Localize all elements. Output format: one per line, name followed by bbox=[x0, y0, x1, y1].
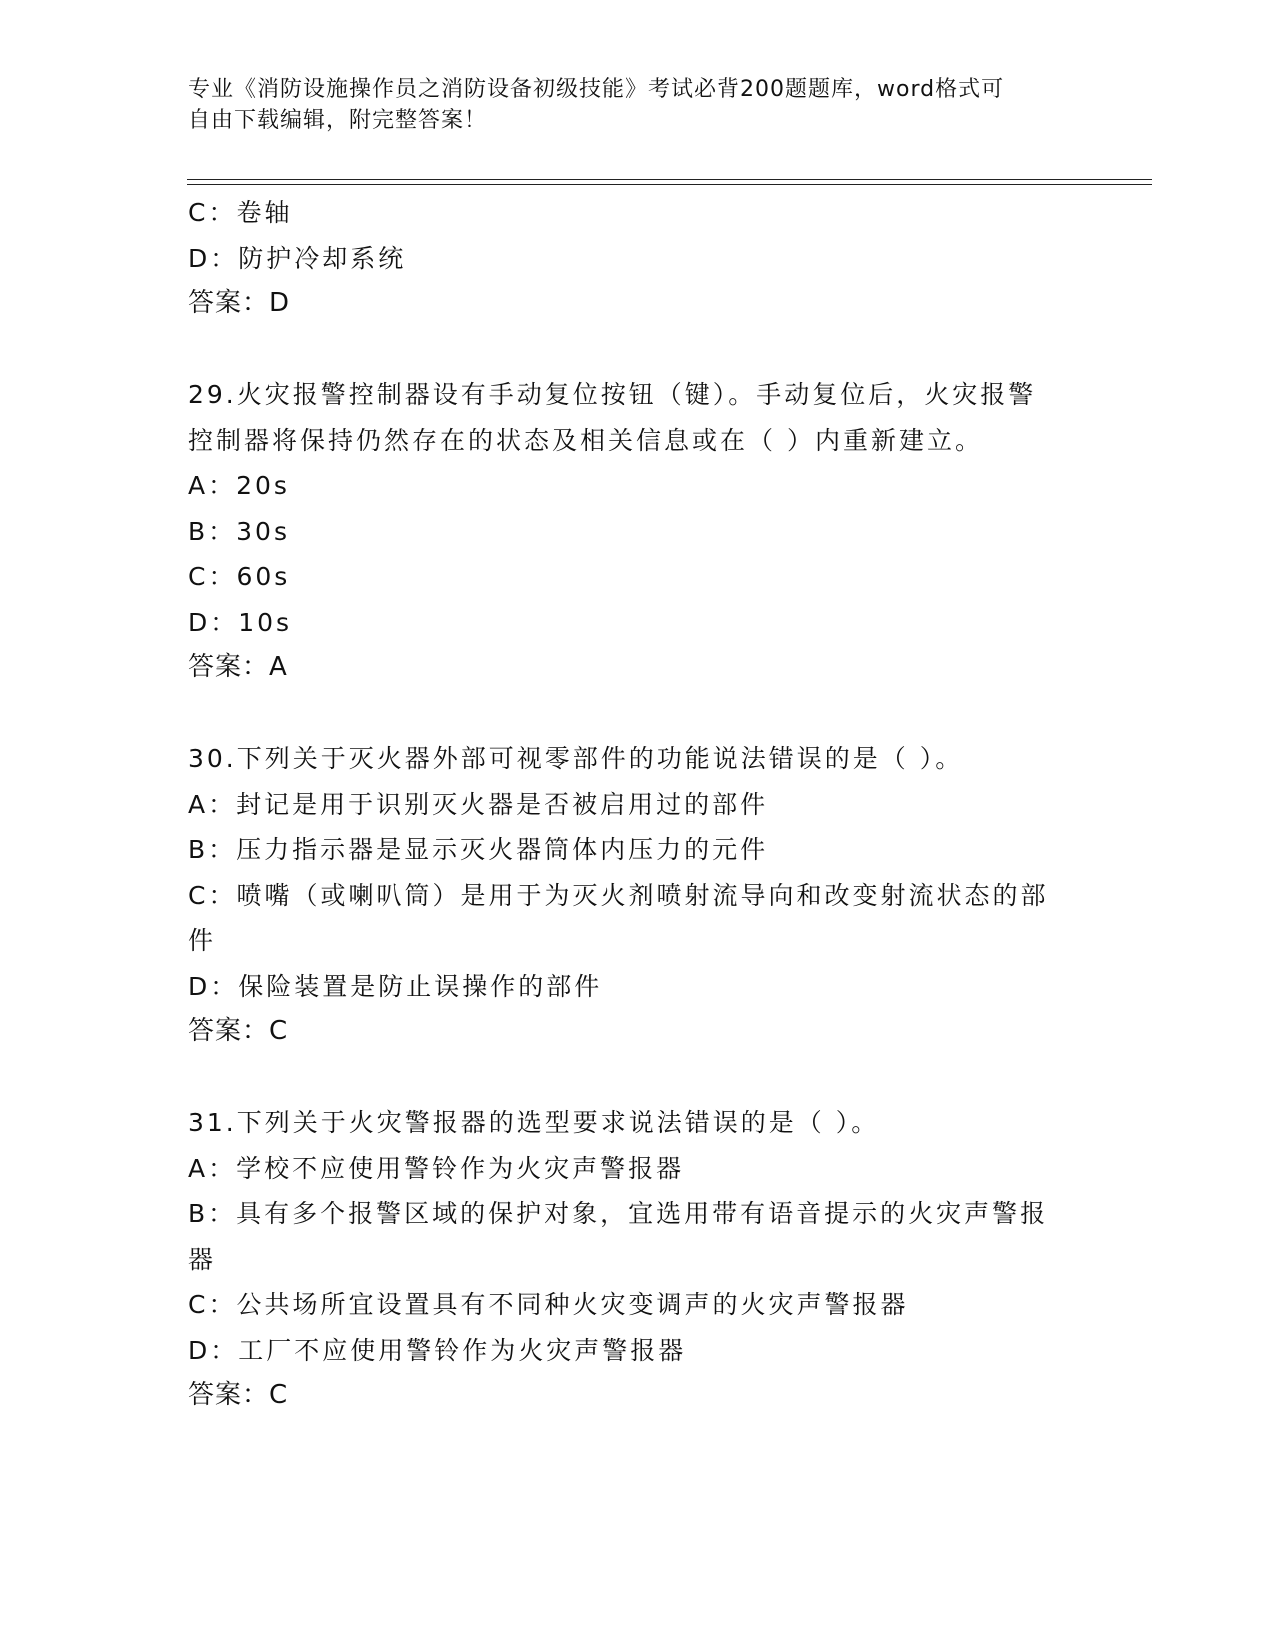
answer-line: 答案：D bbox=[188, 288, 291, 318]
option-b: B：30s bbox=[188, 516, 290, 546]
spacer bbox=[188, 1055, 1088, 1101]
option-d: D：工厂不应使用警铃作为火灾声警报器 bbox=[188, 1335, 687, 1365]
question-29 bbox=[188, 372, 1088, 691]
option-b-line-2: 器 bbox=[188, 1244, 217, 1274]
answer-line: 答案：C bbox=[188, 1380, 289, 1410]
option-b-line-1: B：具有多个报警区域的保护对象，宜选用带有语音提示的火灾声警报 bbox=[188, 1199, 1049, 1228]
answer-line: 答案：A bbox=[188, 652, 288, 682]
header-divider-bottom bbox=[187, 184, 1152, 185]
question-28-tail bbox=[188, 190, 1088, 327]
option-c: C：公共场所宜设置具有不同种火灾变调声的火灾声警报器 bbox=[188, 1290, 909, 1319]
question-stem-line-1: 29.火灾报警控制器设有手动复位按钮（键）。手动复位后，火灾报警 bbox=[188, 380, 1037, 409]
spacer bbox=[188, 691, 1088, 737]
question-stem: 31.下列关于火灾警报器的选型要求说法错误的是（ ）。 bbox=[188, 1108, 880, 1137]
option-a: A：学校不应使用警铃作为火灾声警报器 bbox=[188, 1153, 685, 1183]
question-30 bbox=[188, 736, 1088, 1055]
option-a: A：封记是用于识别灭火器是否被启用过的部件 bbox=[188, 789, 769, 819]
header-title-line-1: 专业《消防设施操作员之消防设备初级技能》考试必背200题题库，word格式可 bbox=[188, 77, 1005, 102]
answer-line: 答案：C bbox=[188, 1016, 289, 1046]
question-stem-line-2: 控制器将保持仍然存在的状态及相关信息或在（ ）内重新建立。 bbox=[188, 425, 983, 455]
option-c: C：卷轴 bbox=[188, 198, 293, 227]
option-d: D：保险装置是防止误操作的部件 bbox=[188, 971, 603, 1001]
question-stem: 30.下列关于灭火器外部可视零部件的功能说法错误的是（ ）。 bbox=[188, 744, 964, 773]
option-c: C：60s bbox=[188, 562, 291, 591]
option-a: A：20s bbox=[188, 471, 290, 500]
document-header bbox=[188, 74, 1088, 136]
option-d: D：防护冷却系统 bbox=[188, 243, 407, 273]
option-b: B：压力指示器是显示灭火器筒体内压力的元件 bbox=[188, 835, 769, 864]
spacer bbox=[188, 327, 1088, 373]
header-title-line-2: 自由下载编辑，附完整答案！ bbox=[188, 108, 488, 133]
option-d: D：10s bbox=[188, 607, 293, 637]
header-divider-top bbox=[187, 179, 1152, 180]
question-list bbox=[188, 190, 1088, 1419]
option-c-line-1: C：喷嘴（或喇叭筒）是用于为灭火剂喷射流导向和改变射流状态的部 bbox=[188, 880, 1049, 910]
question-31 bbox=[188, 1100, 1088, 1419]
option-c-line-2: 件 bbox=[188, 926, 217, 955]
